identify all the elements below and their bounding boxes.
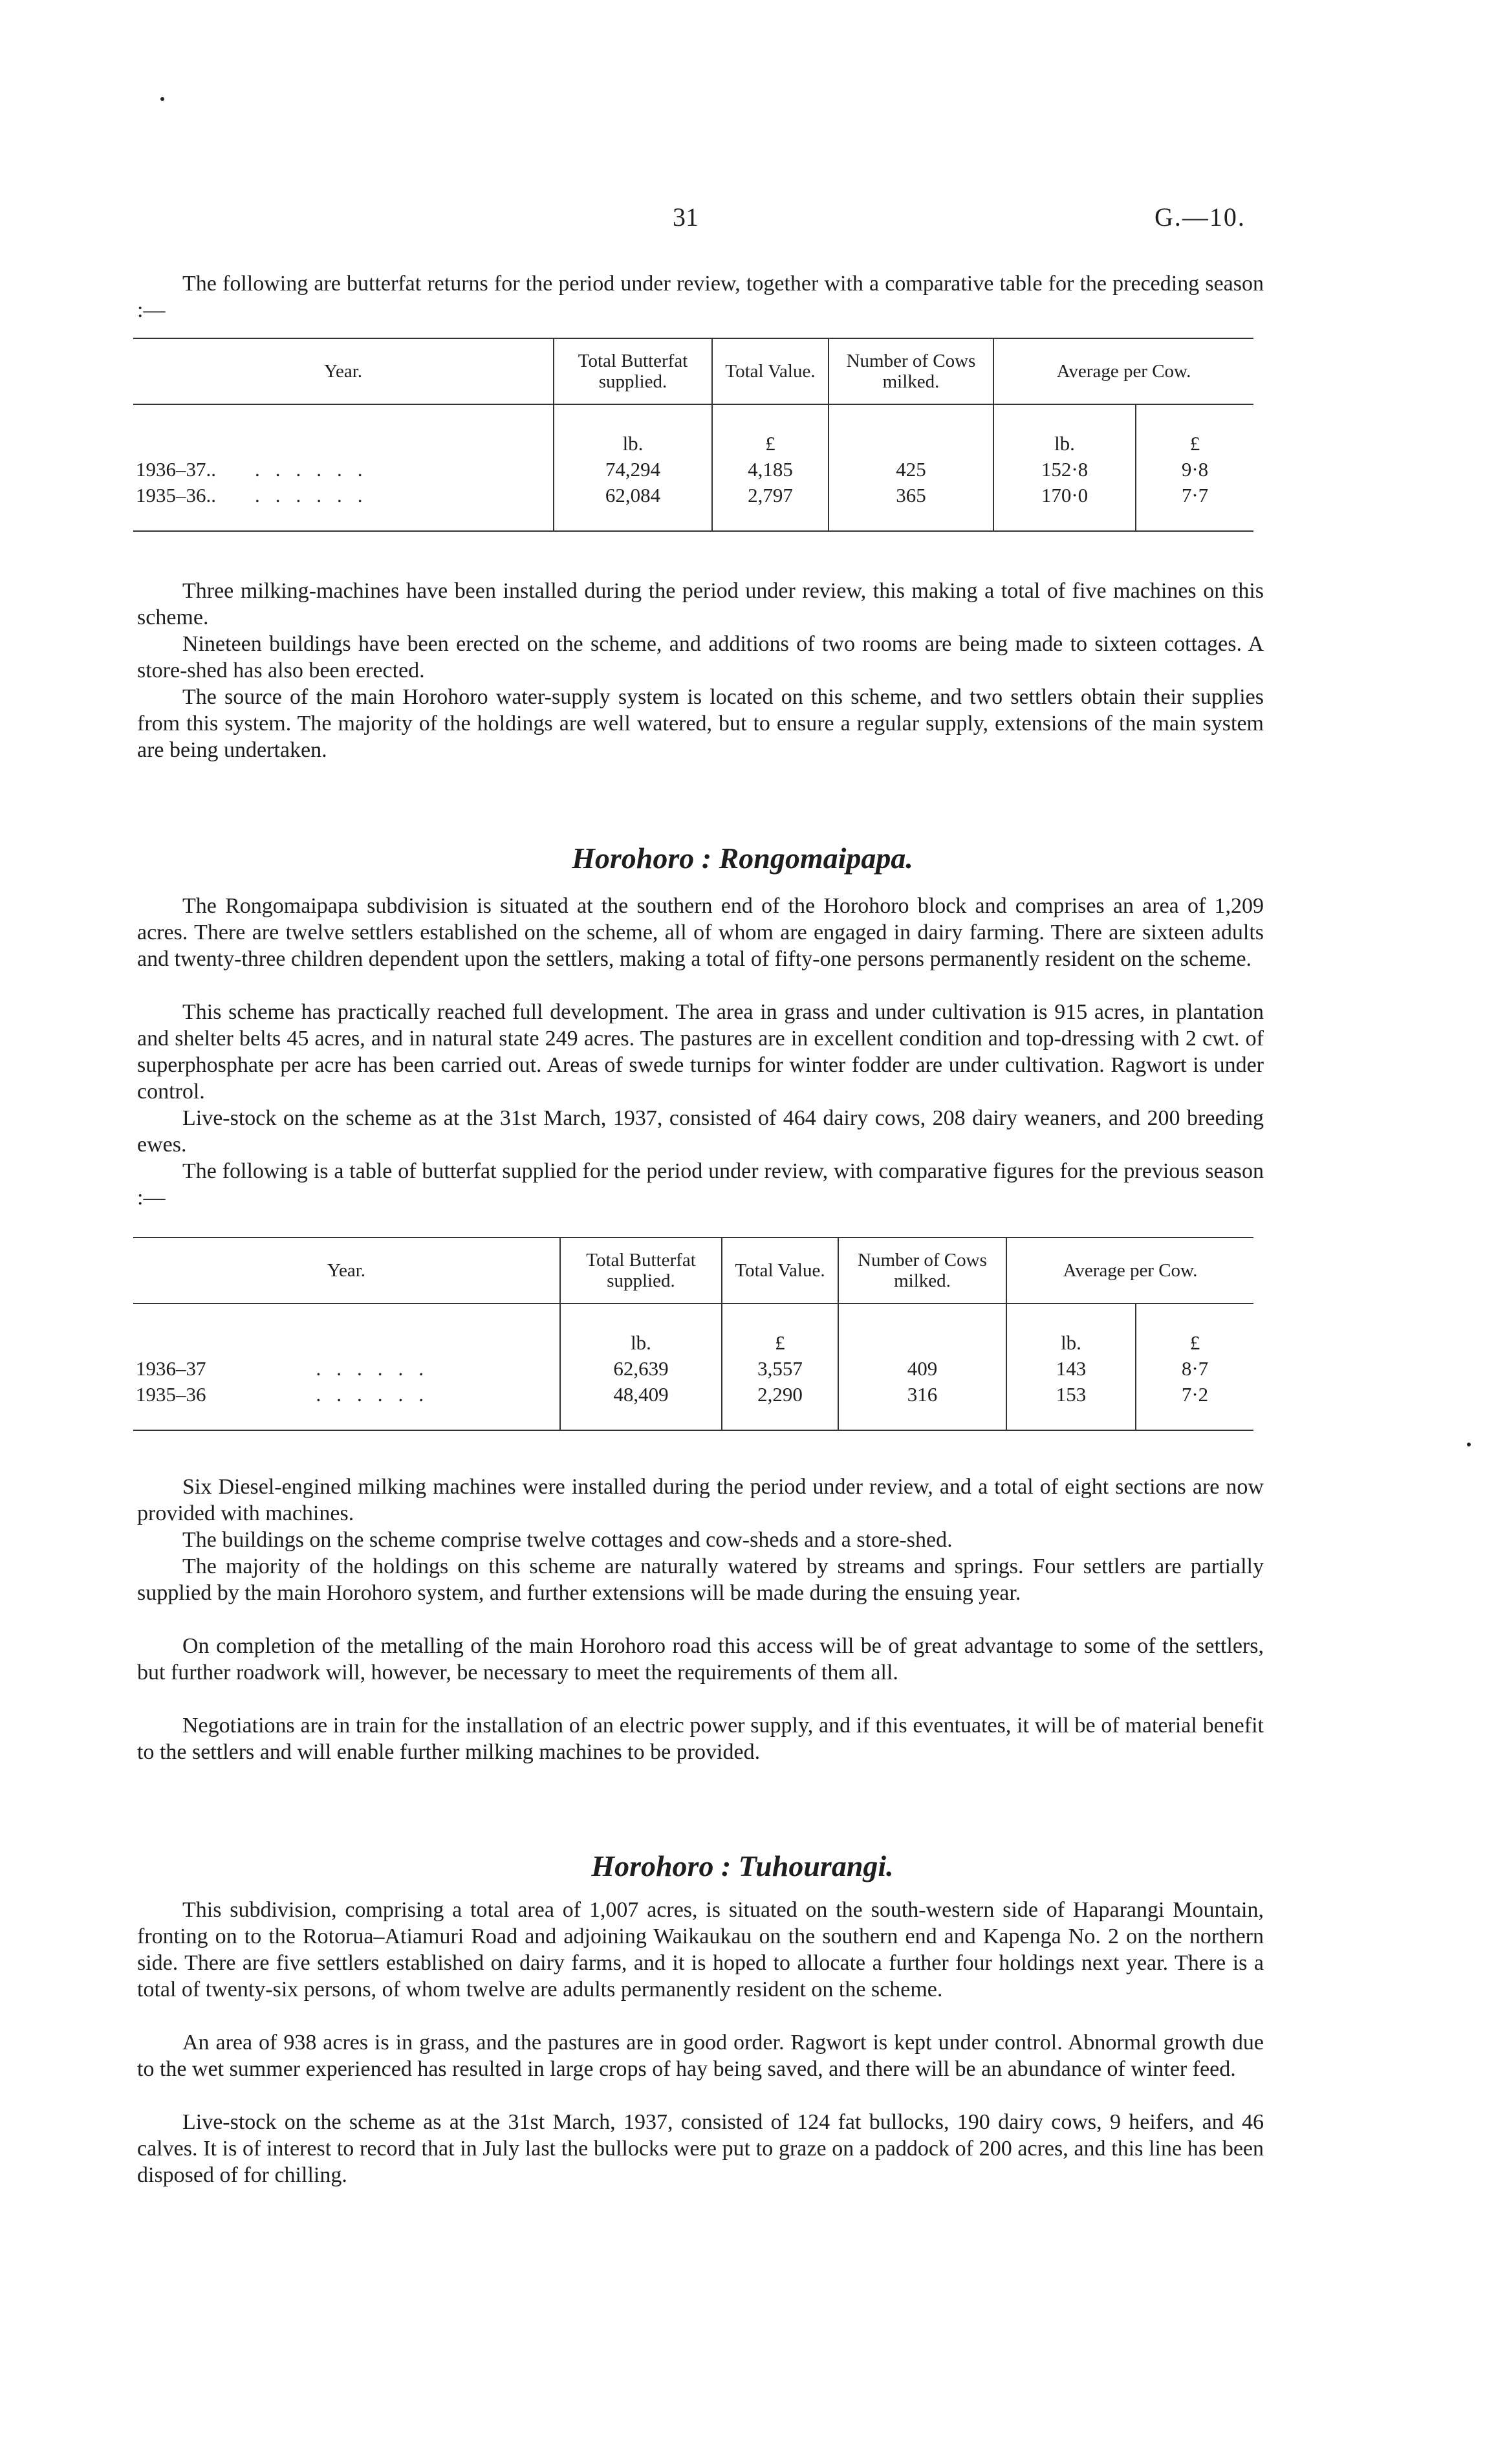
row-butterfat: 74,294 bbox=[554, 457, 712, 483]
units-row bbox=[133, 404, 1253, 457]
paragraph: This subdivision, comprising a total area of 1,007 acres, is situated on the south-western side of Haparangi Mountain, fronting on to the Rotorua–Atiamuri Road and adjoining Waikaukau on the southern end and Kapenga No. 2 on the northern side. There are five settlers established on dairy farms, and it is hoped to allocate a further four holdings next year. There is a total of twenty-six persons, of whom twelve are adults permanently resident on the scheme. bbox=[137, 1898, 1264, 2001]
row-cows: 316 bbox=[838, 1382, 1006, 1430]
row-value: 2,290 bbox=[722, 1382, 838, 1430]
unit-lb: lb. bbox=[1006, 1303, 1136, 1356]
col-cows-milked: Number of Cows milked. bbox=[838, 1237, 1006, 1303]
table-row: 1936–37 ...... 62,639 3,557 409 143 8·7 bbox=[133, 1356, 1253, 1382]
paragraph: Live-stock on the scheme as at the 31st March, 1937, consisted of 464 dairy cows, 208 dairy weaners, and 200 breeding ewes. bbox=[137, 1106, 1264, 1157]
paragraph: Live-stock on the scheme as at the 31st March, 1937, consisted of 124 fat bullocks, 190 dairy cows, 9 heifers, and 46 calves. It is of interest to record that in July last the bullocks were put to graze on a paddock of 200 acres, and this line has been disposed of for chilling. bbox=[137, 2110, 1264, 2187]
row-avg-value: 7·7 bbox=[1136, 483, 1253, 531]
units-row bbox=[133, 1303, 1253, 1356]
paragraph: On completion of the metalling of the main Horohoro road this access will be of great advantage to some of the settlers, but further roadwork will, however, be necessary to meet the requirements of them all. bbox=[137, 1634, 1264, 1684]
row-year: 1936–37 bbox=[136, 1357, 206, 1380]
paragraph: The buildings on the scheme comprise twelve cottages and cow-sheds and a store-shed. bbox=[182, 1528, 953, 1552]
row-value: 3,557 bbox=[722, 1356, 838, 1382]
table-header-row bbox=[133, 338, 1253, 404]
col-total-value: Total Value. bbox=[712, 338, 829, 404]
paragraph: An area of 938 acres is in grass, and the pastures are in good order. Ragwort is kept under control. Abnormal growth due to the wet summer experienced has resulted in large crops of hay being saved, and there will be an abundance of winter feed. bbox=[137, 2031, 1264, 2081]
section-heading-tuhourangi: Horohoro : Tuhourangi. bbox=[591, 1849, 894, 1882]
document-reference: G.—10. bbox=[1154, 202, 1246, 232]
butterfat-table-2 bbox=[133, 1237, 1253, 1431]
paragraph: The source of the main Horohoro water-supply system is located on this scheme, and two settlers obtain their supplies from this system. The majority of the holdings are well watered, but to ensure a regular supply, extensions of the main system are being undertaken. bbox=[137, 685, 1264, 762]
page-header bbox=[0, 202, 1485, 241]
table-row: 1936–37.. ...... 74,294 4,185 425 152·8 9·8 bbox=[133, 457, 1253, 483]
intro-paragraph: The following are butterfat returns for the period under review, together with a comparative table for the preceding season :— bbox=[137, 272, 1264, 322]
row-year: 1935–36.. bbox=[136, 484, 216, 507]
col-total-value: Total Value. bbox=[722, 1237, 838, 1303]
section-heading-rongomaipapa: Horohoro : Rongomaipapa. bbox=[572, 842, 913, 875]
paragraph: This scheme has practically reached full development. The area in grass and under cultivation is 915 acres, in plantation and shelter belts 45 acres, and in natural state 249 acres. The pastures are in excellent condition and top-dressing with 2 cwt. of superphosphate per acre has been carried out. Areas of swede turnips for winter fodder are under cultivation. Ragwort is under control. bbox=[137, 1000, 1264, 1104]
row-year: 1936–37.. bbox=[136, 458, 216, 481]
unit-lb: lb. bbox=[554, 404, 712, 457]
row-cows: 365 bbox=[829, 483, 993, 531]
row-cows: 409 bbox=[838, 1356, 1006, 1382]
col-year: Year. bbox=[133, 338, 554, 404]
row-cows: 425 bbox=[829, 457, 993, 483]
page-speck bbox=[1467, 1443, 1471, 1446]
butterfat-table-1 bbox=[133, 338, 1253, 532]
row-avg-value: 7·2 bbox=[1136, 1382, 1253, 1430]
col-average-per-cow: Average per Cow. bbox=[993, 338, 1253, 404]
col-total-butterfat: Total Butterfat supplied. bbox=[554, 338, 712, 404]
row-value: 4,185 bbox=[712, 457, 829, 483]
unit-lb: lb. bbox=[993, 404, 1136, 457]
row-avg-lb: 143 bbox=[1006, 1356, 1136, 1382]
page-number: 31 bbox=[673, 202, 699, 232]
unit-pound: £ bbox=[1136, 1303, 1253, 1356]
paragraph: The majority of the holdings on this scheme are naturally watered by streams and springs. Four settlers are partially supplied by the main Horohoro system, and further extensions will be made during the ensuing year. bbox=[137, 1554, 1264, 1605]
row-avg-value: 8·7 bbox=[1136, 1356, 1253, 1382]
col-cows-milked: Number of Cows milked. bbox=[829, 338, 993, 404]
row-avg-value: 9·8 bbox=[1136, 457, 1253, 483]
unit-lb: lb. bbox=[560, 1303, 722, 1356]
row-avg-lb: 170·0 bbox=[993, 483, 1136, 531]
table-row: 1935–36 ...... 48,409 2,290 316 153 7·2 bbox=[133, 1382, 1253, 1430]
row-butterfat: 62,084 bbox=[554, 483, 712, 531]
paragraph: The following is a table of butterfat supplied for the period under review, with comparative figures for the previous season :— bbox=[137, 1159, 1264, 1210]
row-avg-lb: 152·8 bbox=[993, 457, 1136, 483]
unit-pound: £ bbox=[722, 1303, 838, 1356]
unit-pound: £ bbox=[712, 404, 829, 457]
paragraph: Negotiations are in train for the installation of an electric power supply, and if this eventuates, it will be of material benefit to the settlers and will enable further milking machines to be provided. bbox=[137, 1714, 1264, 1764]
paragraph: Nineteen buildings have been erected on the scheme, and additions of two rooms are being made to sixteen cottages. A store-shed has also been erected. bbox=[137, 632, 1264, 682]
page-speck bbox=[160, 97, 164, 101]
paragraph: Six Diesel-engined milking machines were installed during the period under review, and a total of eight sections are now provided with machines. bbox=[137, 1475, 1264, 1525]
row-value: 2,797 bbox=[712, 483, 829, 531]
row-avg-lb: 153 bbox=[1006, 1382, 1136, 1430]
col-average-per-cow: Average per Cow. bbox=[1006, 1237, 1253, 1303]
row-butterfat: 62,639 bbox=[560, 1356, 722, 1382]
col-year: Year. bbox=[133, 1237, 560, 1303]
row-year: 1935–36 bbox=[136, 1383, 206, 1406]
table-row: 1935–36.. ...... 62,084 2,797 365 170·0 7·7 bbox=[133, 483, 1253, 531]
row-butterfat: 48,409 bbox=[560, 1382, 722, 1430]
col-total-butterfat: Total Butterfat supplied. bbox=[560, 1237, 722, 1303]
unit-pound: £ bbox=[1136, 404, 1253, 457]
table-header-row bbox=[133, 1237, 1253, 1303]
paragraph: Three milking-machines have been installed during the period under review, this making a total of five machines on this scheme. bbox=[137, 579, 1264, 629]
paragraph: The Rongomaipapa subdivision is situated at the southern end of the Horohoro block and comprises an area of 1,209 acres. There are twelve settlers established on the scheme, all of whom are engaged in dairy farming. There are sixteen adults and twenty-three children dependent upon the settlers, making a total of fifty-one persons permanently resident on the scheme. bbox=[137, 894, 1264, 971]
